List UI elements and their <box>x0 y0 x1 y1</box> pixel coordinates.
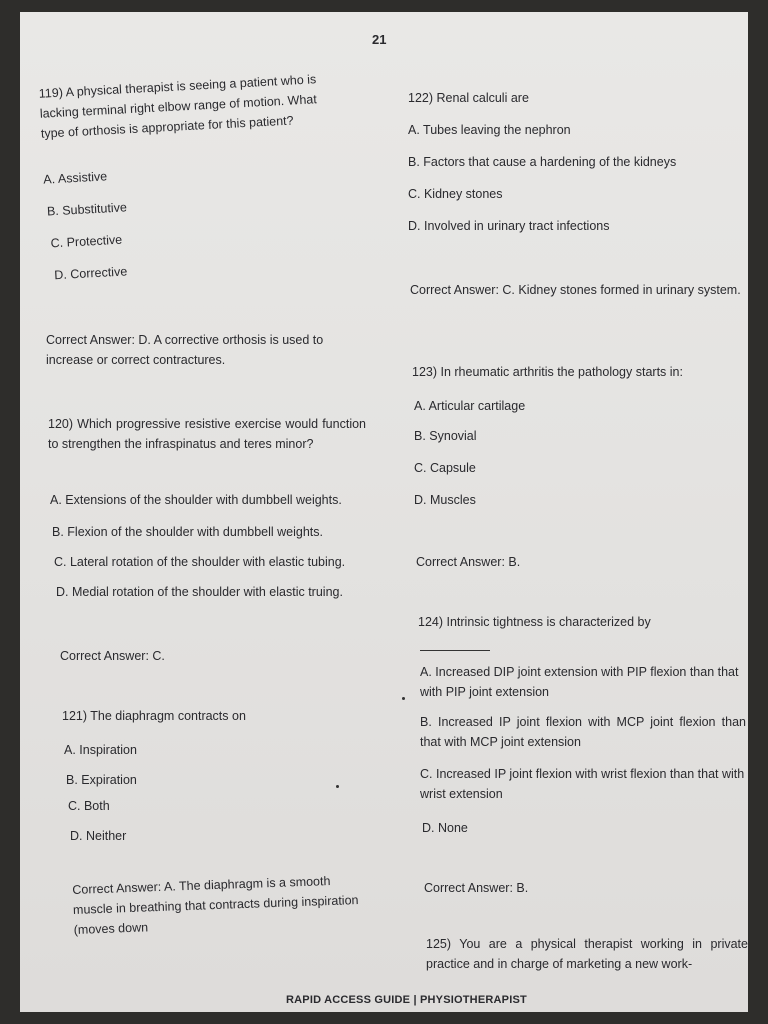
option-d: D. Corrective <box>53 264 128 283</box>
question-120: 120) Which progressive resistive exercise would function to strengthen the infraspinatus and teres minor? <box>48 417 366 451</box>
option-c: C. Increased IP joint flexion with wrist flexion than that with wrist extension <box>420 767 745 801</box>
ink-dot <box>336 785 339 788</box>
option-a: A. Articular cartilage <box>414 399 526 413</box>
question-124: 124) Intrinsic tightness is characterized by <box>418 615 651 629</box>
question-125: 125) You are a physical therapist working in private practice and in charge of marketing a new work- <box>426 937 748 971</box>
answer-blank-line <box>420 650 490 651</box>
answer-121-line-2: muscle in breathing that contracts during inspiration <box>72 893 359 917</box>
option-b: B. Expiration <box>66 773 137 787</box>
option-c: C. Kidney stones <box>408 187 503 201</box>
option-b: B. Flexion of the shoulder with dumbbell weights. <box>52 525 323 539</box>
option-d: D. Involved in urinary tract infections <box>408 219 610 233</box>
answer-121 <box>72 869 394 950</box>
answer-121-line-3: (moves down <box>73 920 149 937</box>
option-a: A. Extensions of the shoulder with dumbbell weights. <box>50 493 342 507</box>
option-b: B. Synovial <box>414 429 477 443</box>
answer-119-line-2: increase or correct contractures. <box>46 353 226 367</box>
option-c: C. Both <box>68 799 110 813</box>
option-b: B. Substitutive <box>46 200 128 219</box>
option-d: D. Medial rotation of the shoulder with elastic truing. <box>56 585 343 599</box>
option-c: C. Protective <box>50 232 123 251</box>
option-c: C. Capsule <box>414 461 476 475</box>
option-d: D. Muscles <box>414 493 476 507</box>
option-b: B. Factors that cause a hardening of the kidneys <box>408 155 677 169</box>
option-a: A. Assistive <box>42 169 108 187</box>
answer-121-line-1: Correct Answer: A. The diaphragm is a smooth <box>72 873 331 897</box>
ink-dot <box>402 697 405 700</box>
question-119-line-3: type of orthosis is appropriate for this patient? <box>40 113 294 141</box>
document-page <box>20 12 748 1012</box>
option-c: C. Lateral rotation of the shoulder with elastic tubing. <box>54 555 346 569</box>
question-121: 121) The diaphragm contracts on <box>62 709 246 723</box>
answer-123: Correct Answer: B. <box>416 555 521 569</box>
question-123: 123) In rheumatic arthritis the pathology starts in: <box>412 365 683 379</box>
answer-124: Correct Answer: B. <box>424 881 529 895</box>
question-119-line-2: lacking terminal right elbow range of motion. What <box>39 92 318 121</box>
question-122: 122) Renal calculi are <box>408 91 529 105</box>
option-a: A. Inspiration <box>64 743 137 757</box>
question-119-line-1: 119) A physical therapist is seeing a patient who is <box>38 72 317 101</box>
page-number: 21 <box>372 32 387 47</box>
option-a: A. Increased DIP joint extension with PIP flexion than that with PIP joint extension <box>420 665 739 699</box>
answer-119-line-1: Correct Answer: D. A corrective orthosis is used to <box>46 333 324 347</box>
option-d: D. None <box>422 821 468 835</box>
option-a: A. Tubes leaving the nephron <box>408 123 571 137</box>
answer-120: Correct Answer: C. <box>60 649 165 663</box>
option-b: B. Increased IP joint flexion with MCP joint flexion than that with MCP joint extension <box>420 715 746 749</box>
page-footer: RAPID ACCESS GUIDE | PHYSIOTHERAPIST <box>286 994 527 1006</box>
answer-122: Correct Answer: C. Kidney stones formed in urinary system. <box>410 283 741 297</box>
option-d: D. Neither <box>70 829 127 843</box>
